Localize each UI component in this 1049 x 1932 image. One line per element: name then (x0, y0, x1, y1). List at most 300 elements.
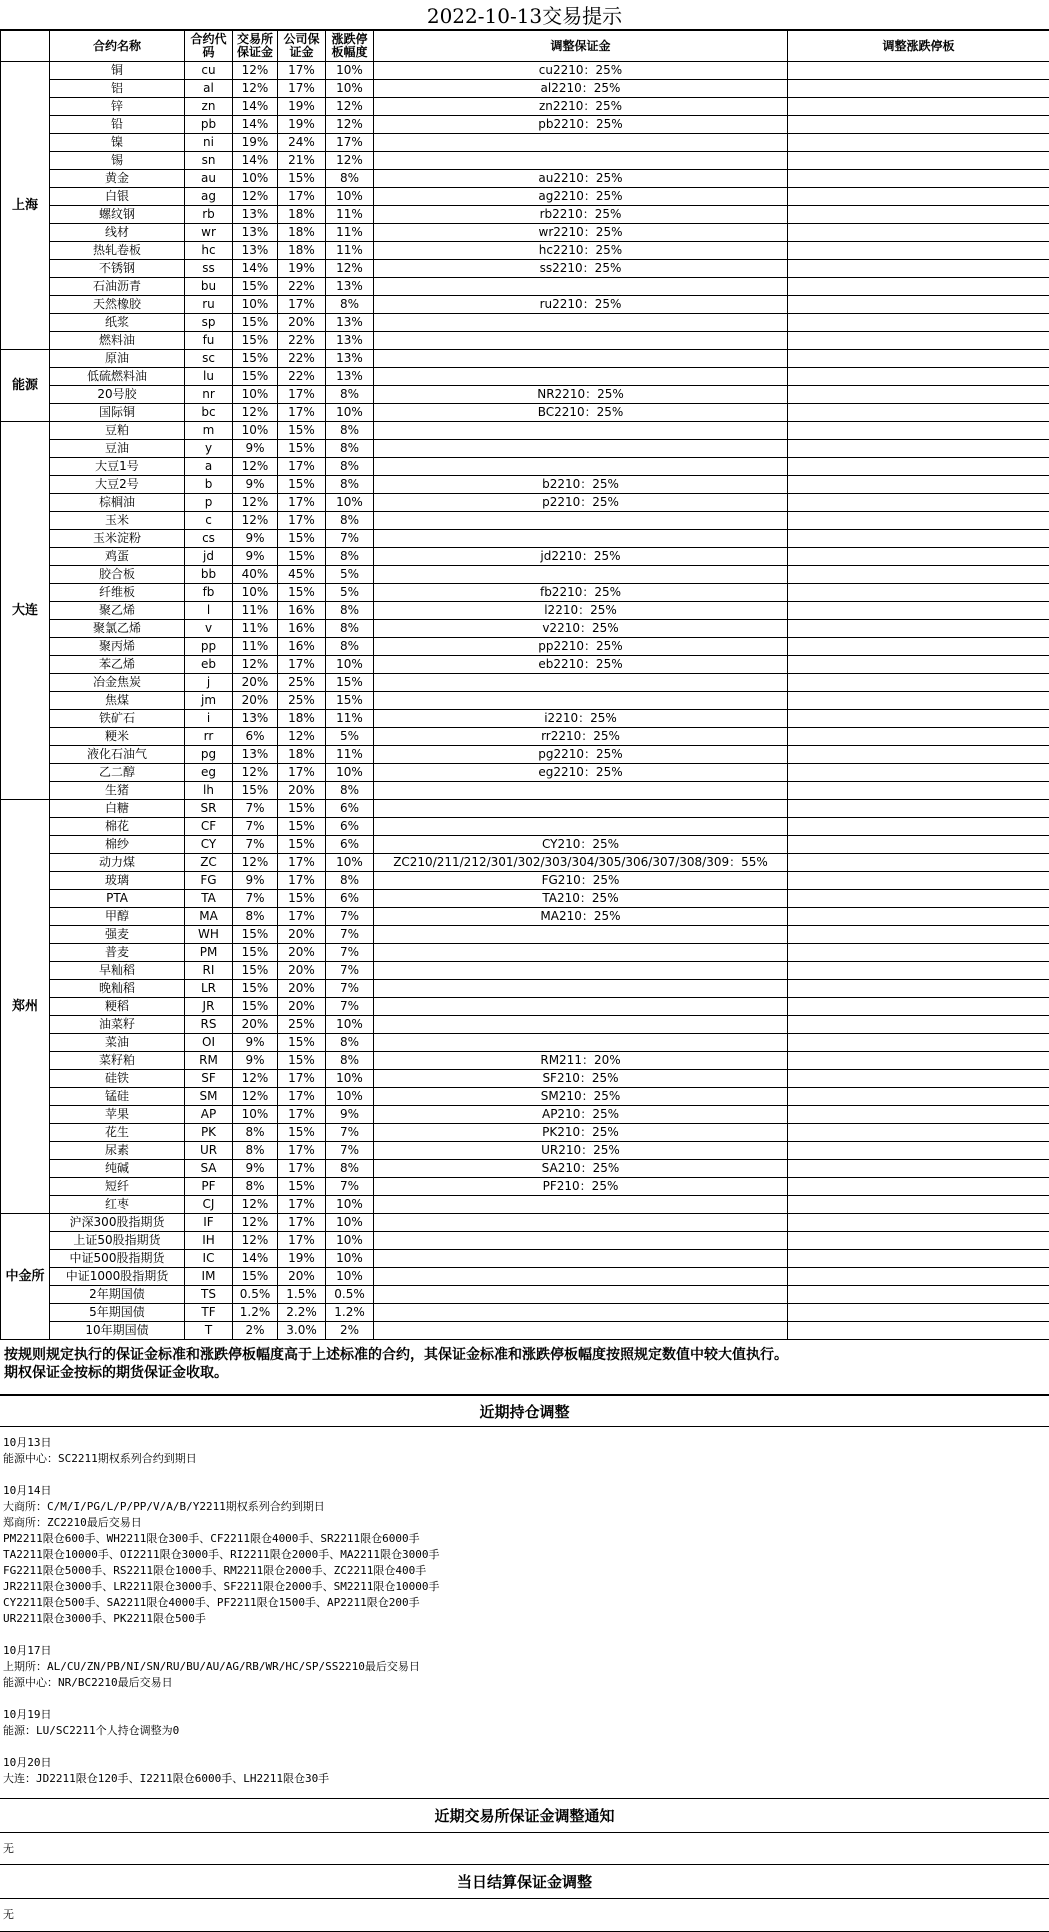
adjusted-margin-cell (374, 1250, 788, 1268)
limit-range-cell: 10% (326, 494, 374, 512)
limit-range-cell: 10% (326, 1016, 374, 1034)
adjusted-margin-cell (374, 926, 788, 944)
contract-name-cell: 焦煤 (50, 692, 185, 710)
limit-range-cell: 10% (326, 62, 374, 80)
limit-range-cell: 10% (326, 188, 374, 206)
adjusted-margin-cell: jd2210：25% (374, 548, 788, 566)
adjusted-margin-cell (374, 1268, 788, 1286)
contract-code-cell: TA (185, 890, 233, 908)
exchange-margin-cell: 12% (233, 62, 278, 80)
table-row (1, 1034, 1049, 1052)
limit-range-cell: 10% (326, 1214, 374, 1232)
company-margin-cell: 17% (278, 908, 326, 926)
adjusted-limit-cell (788, 620, 1049, 638)
company-margin-cell: 20% (278, 998, 326, 1016)
contract-code-cell: sn (185, 152, 233, 170)
contract-name-cell: 大豆2号 (50, 476, 185, 494)
exchange-margin-cell: 12% (233, 764, 278, 782)
adjusted-limit-cell (788, 1142, 1049, 1160)
limit-range-cell: 17% (326, 134, 374, 152)
contract-code-cell: AP (185, 1106, 233, 1124)
exchange-margin-cell: 15% (233, 926, 278, 944)
contract-name-cell: 燃料油 (50, 332, 185, 350)
limit-range-cell: 7% (326, 1142, 374, 1160)
adjusted-margin-cell: PF210：25% (374, 1178, 788, 1196)
company-margin-cell: 17% (278, 1214, 326, 1232)
limit-range-cell: 5% (326, 584, 374, 602)
contract-name-cell: 聚乙烯 (50, 602, 185, 620)
contract-code-cell: pg (185, 746, 233, 764)
adjusted-margin-cell: l2210：25% (374, 602, 788, 620)
limit-range-cell: 6% (326, 890, 374, 908)
contract-name-cell: 短纤 (50, 1178, 185, 1196)
limit-range-cell: 11% (326, 710, 374, 728)
note-line: 期权保证金按标的期货保证金收取。 (4, 1365, 228, 1381)
notice-line: UR2211限仓3000手、PK2211限仓500手 (3, 1612, 206, 1625)
table-row (1, 782, 1049, 800)
contract-code-cell: jm (185, 692, 233, 710)
contract-code-cell: rb (185, 206, 233, 224)
limit-range-cell: 7% (326, 926, 374, 944)
company-margin-cell: 24% (278, 134, 326, 152)
table-row (1, 368, 1049, 386)
limit-range-cell: 8% (326, 638, 374, 656)
contract-name-cell: 镍 (50, 134, 185, 152)
contract-name-cell: 苯乙烯 (50, 656, 185, 674)
exchange-margin-cell: 9% (233, 872, 278, 890)
adjusted-limit-cell (788, 602, 1049, 620)
paragraph-spacer (3, 1627, 1049, 1643)
adjusted-limit-cell (788, 656, 1049, 674)
table-row (1, 998, 1049, 1016)
table-row (1, 332, 1049, 350)
adjusted-limit-cell (788, 422, 1049, 440)
paragraph-spacer (3, 1739, 1049, 1755)
company-margin-cell: 25% (278, 692, 326, 710)
contract-name-cell: 螺纹钢 (50, 206, 185, 224)
exchange-margin-cell: 13% (233, 206, 278, 224)
table-row (1, 386, 1049, 404)
contract-name-cell: 胶合板 (50, 566, 185, 584)
contract-code-cell: au (185, 170, 233, 188)
limit-range-cell: 7% (326, 1178, 374, 1196)
adjusted-margin-cell: wr2210：25% (374, 224, 788, 242)
table-row (1, 404, 1049, 422)
exchange-margin-cell: 10% (233, 422, 278, 440)
company-margin-cell: 18% (278, 746, 326, 764)
column-header: 公司保证金 (278, 31, 326, 62)
adjusted-limit-cell (788, 1106, 1049, 1124)
adjusted-limit-cell (788, 638, 1049, 656)
company-margin-cell: 20% (278, 1268, 326, 1286)
adjusted-limit-cell (788, 278, 1049, 296)
contract-name-cell: 玉米 (50, 512, 185, 530)
adjusted-margin-cell: FG210：25% (374, 872, 788, 890)
adjusted-limit-cell (788, 800, 1049, 818)
company-margin-cell: 15% (278, 836, 326, 854)
column-header: 调整涨跌停板 (788, 31, 1049, 62)
contract-name-cell: 纯碱 (50, 1160, 185, 1178)
exchange-margin-cell: 12% (233, 1070, 278, 1088)
company-margin-cell: 19% (278, 260, 326, 278)
adjusted-margin-cell: cu2210：25% (374, 62, 788, 80)
contract-code-cell: jd (185, 548, 233, 566)
company-margin-cell: 1.5% (278, 1286, 326, 1304)
limit-range-cell: 8% (326, 1034, 374, 1052)
company-margin-cell: 20% (278, 962, 326, 980)
adjusted-margin-cell: SF210：25% (374, 1070, 788, 1088)
adjusted-margin-cell: au2210：25% (374, 170, 788, 188)
contract-name-cell: 晚籼稻 (50, 980, 185, 998)
adjusted-limit-cell (788, 1250, 1049, 1268)
contract-name-cell: 苹果 (50, 1106, 185, 1124)
table-row (1, 494, 1049, 512)
contract-name-cell: 热轧卷板 (50, 242, 185, 260)
table-row (1, 1304, 1049, 1322)
table-row (1, 224, 1049, 242)
contract-name-cell: 生猪 (50, 782, 185, 800)
company-margin-cell: 17% (278, 1088, 326, 1106)
contract-name-cell: 甲醇 (50, 908, 185, 926)
contract-code-cell: SR (185, 800, 233, 818)
paragraph-spacer (3, 1467, 1049, 1483)
contract-name-cell: 豆油 (50, 440, 185, 458)
company-margin-cell: 18% (278, 206, 326, 224)
contract-code-cell: ru (185, 296, 233, 314)
adjusted-margin-cell (374, 1016, 788, 1034)
table-row (1, 458, 1049, 476)
contract-code-cell: j (185, 674, 233, 692)
contract-code-cell: pp (185, 638, 233, 656)
adjusted-margin-cell: pp2210：25% (374, 638, 788, 656)
exchange-margin-cell: 12% (233, 1196, 278, 1214)
exchange-margin-cell: 12% (233, 458, 278, 476)
table-row (1, 656, 1049, 674)
adjusted-limit-cell (788, 512, 1049, 530)
adjusted-margin-cell (374, 818, 788, 836)
exchange-margin-cell: 7% (233, 890, 278, 908)
adjusted-margin-cell: pb2210：25% (374, 116, 788, 134)
limit-range-cell: 7% (326, 944, 374, 962)
exchange-margin-cell: 15% (233, 782, 278, 800)
contract-code-cell: LR (185, 980, 233, 998)
limit-range-cell: 12% (326, 152, 374, 170)
limit-range-cell: 15% (326, 692, 374, 710)
company-margin-cell: 17% (278, 656, 326, 674)
contract-name-cell: 粳稻 (50, 998, 185, 1016)
exchange-margin-cell: 9% (233, 476, 278, 494)
exchange-margin-cell: 15% (233, 998, 278, 1016)
limit-range-cell: 8% (326, 512, 374, 530)
exchange-margin-cell: 8% (233, 1142, 278, 1160)
contract-name-cell: 5年期国债 (50, 1304, 185, 1322)
company-margin-cell: 19% (278, 116, 326, 134)
contract-code-cell: fu (185, 332, 233, 350)
exchange-margin-cell: 6% (233, 728, 278, 746)
exchange-margin-cell: 13% (233, 710, 278, 728)
adjusted-margin-cell: ZC210/211/212/301/302/303/304/305/306/307/308/309：55% (374, 854, 788, 872)
contract-name-cell: 石油沥青 (50, 278, 185, 296)
company-margin-cell: 22% (278, 350, 326, 368)
table-row (1, 188, 1049, 206)
column-header: 合约代码 (185, 31, 233, 62)
table-row (1, 548, 1049, 566)
adjusted-margin-cell: NR2210：25% (374, 386, 788, 404)
date-line: 10月14日 (3, 1484, 52, 1497)
table-row (1, 764, 1049, 782)
adjusted-margin-cell (374, 512, 788, 530)
contract-name-cell: 铜 (50, 62, 185, 80)
exchange-margin-cell: 9% (233, 1052, 278, 1070)
contract-name-cell: 国际铜 (50, 404, 185, 422)
company-margin-cell: 18% (278, 242, 326, 260)
table-header-row (1, 31, 1049, 62)
notice-line: FG2211限仓5000手、RS2211限仓1000手、RM2211限仓2000手、ZC2211限仓400手 (3, 1564, 427, 1577)
adjusted-margin-cell (374, 278, 788, 296)
company-margin-cell: 22% (278, 368, 326, 386)
adjusted-limit-cell (788, 332, 1049, 350)
contract-code-cell: wr (185, 224, 233, 242)
company-margin-cell: 16% (278, 602, 326, 620)
adjusted-limit-cell (788, 188, 1049, 206)
table-row (1, 278, 1049, 296)
adjusted-limit-cell (788, 1214, 1049, 1232)
adjusted-limit-cell (788, 548, 1049, 566)
company-margin-cell: 17% (278, 386, 326, 404)
adjusted-limit-cell (788, 926, 1049, 944)
contract-code-cell: a (185, 458, 233, 476)
table-row (1, 962, 1049, 980)
limit-range-cell: 12% (326, 98, 374, 116)
contract-code-cell: bu (185, 278, 233, 296)
adjusted-limit-cell (788, 368, 1049, 386)
table-row (1, 206, 1049, 224)
contract-name-cell: 中证1000股指期货 (50, 1268, 185, 1286)
contract-name-cell: 聚丙烯 (50, 638, 185, 656)
company-margin-cell: 15% (278, 440, 326, 458)
adjusted-limit-cell (788, 818, 1049, 836)
adjusted-margin-cell: v2210：25% (374, 620, 788, 638)
adjusted-limit-cell (788, 782, 1049, 800)
exchange-margin-notice-heading: 近期交易所保证金调整通知 (0, 1799, 1049, 1833)
company-margin-cell: 17% (278, 854, 326, 872)
adjusted-limit-cell (788, 1232, 1049, 1250)
table-row (1, 62, 1049, 80)
contract-name-cell: 低硫燃料油 (50, 368, 185, 386)
contract-name-cell: 豆粕 (50, 422, 185, 440)
settlement-margin-body: 无 (0, 1899, 1049, 1932)
notice-line: PM2211限仓600手、WH2211限仓300手、CF2211限仓4000手、SR2211限仓6000手 (3, 1532, 420, 1545)
contract-name-cell: 聚氯乙烯 (50, 620, 185, 638)
adjusted-limit-cell (788, 296, 1049, 314)
table-row (1, 1106, 1049, 1124)
notice-line: CY2211限仓500手、SA2211限仓4000手、PF2211限仓1500手、AP2211限仓200手 (3, 1596, 420, 1609)
adjusted-limit-cell (788, 890, 1049, 908)
adjusted-margin-cell (374, 422, 788, 440)
adjusted-margin-cell (374, 1232, 788, 1250)
limit-range-cell: 6% (326, 836, 374, 854)
contract-name-cell: 花生 (50, 1124, 185, 1142)
adjusted-limit-cell (788, 62, 1049, 80)
adjusted-limit-cell (788, 1088, 1049, 1106)
table-row (1, 854, 1049, 872)
company-margin-cell: 20% (278, 926, 326, 944)
contract-name-cell: 菜籽粕 (50, 1052, 185, 1070)
table-row (1, 620, 1049, 638)
limit-range-cell: 10% (326, 1232, 374, 1250)
adjusted-limit-cell (788, 728, 1049, 746)
notice-line: TA2211限仓10000手、OI2211限仓3000手、RI2211限仓2000手、MA2211限仓3000手 (3, 1548, 440, 1561)
contract-name-cell: PTA (50, 890, 185, 908)
contract-code-cell: l (185, 602, 233, 620)
exchange-margin-cell: 9% (233, 530, 278, 548)
limit-range-cell: 10% (326, 656, 374, 674)
company-margin-cell: 17% (278, 188, 326, 206)
contract-code-cell: UR (185, 1142, 233, 1160)
contract-code-cell: PF (185, 1178, 233, 1196)
contract-code-cell: cu (185, 62, 233, 80)
adjusted-limit-cell (788, 1052, 1049, 1070)
adjusted-limit-cell (788, 908, 1049, 926)
limit-range-cell: 8% (326, 620, 374, 638)
table-row (1, 836, 1049, 854)
contract-code-cell: eb (185, 656, 233, 674)
contract-code-cell: cs (185, 530, 233, 548)
company-margin-cell: 17% (278, 296, 326, 314)
limit-range-cell: 10% (326, 1088, 374, 1106)
table-row (1, 926, 1049, 944)
table-row (1, 296, 1049, 314)
contract-name-cell: 线材 (50, 224, 185, 242)
exchange-margin-cell: 14% (233, 98, 278, 116)
exchange-cell: 上海 (1, 62, 50, 350)
limit-range-cell: 8% (326, 548, 374, 566)
contract-name-cell: 强麦 (50, 926, 185, 944)
limit-range-cell: 10% (326, 1196, 374, 1214)
rules-note (0, 1342, 1049, 1395)
contract-code-cell: JR (185, 998, 233, 1016)
contract-code-cell: i (185, 710, 233, 728)
table-row (1, 1124, 1049, 1142)
table-row (1, 152, 1049, 170)
adjusted-margin-cell (374, 962, 788, 980)
settlement-margin-heading: 当日结算保证金调整 (0, 1865, 1049, 1899)
adjusted-margin-cell: pg2210：25% (374, 746, 788, 764)
company-margin-cell: 15% (278, 1124, 326, 1142)
limit-range-cell: 8% (326, 440, 374, 458)
adjusted-limit-cell (788, 116, 1049, 134)
company-margin-cell: 22% (278, 278, 326, 296)
adjusted-limit-cell (788, 440, 1049, 458)
table-row (1, 890, 1049, 908)
date-line: 10月13日 (3, 1436, 52, 1449)
exchange-cell: 大连 (1, 422, 50, 800)
company-margin-cell: 17% (278, 764, 326, 782)
contract-code-cell: ss (185, 260, 233, 278)
adjusted-margin-cell (374, 440, 788, 458)
exchange-margin-cell: 40% (233, 566, 278, 584)
limit-range-cell: 5% (326, 728, 374, 746)
limit-range-cell: 8% (326, 476, 374, 494)
table-row (1, 584, 1049, 602)
contract-code-cell: T (185, 1322, 233, 1340)
company-margin-cell: 15% (278, 476, 326, 494)
company-margin-cell: 15% (278, 548, 326, 566)
adjusted-limit-cell (788, 206, 1049, 224)
exchange-margin-cell: 8% (233, 908, 278, 926)
contract-code-cell: sp (185, 314, 233, 332)
limit-range-cell: 12% (326, 260, 374, 278)
company-margin-cell: 15% (278, 800, 326, 818)
contract-name-cell: 棉纱 (50, 836, 185, 854)
limit-range-cell: 10% (326, 764, 374, 782)
table-row (1, 260, 1049, 278)
contract-name-cell: 油菜籽 (50, 1016, 185, 1034)
table-body (1, 62, 1049, 1340)
company-margin-cell: 12% (278, 728, 326, 746)
company-margin-cell: 25% (278, 674, 326, 692)
adjusted-margin-cell: i2210：25% (374, 710, 788, 728)
notice-line: 郑商所：ZC2210最后交易日 (3, 1516, 142, 1529)
limit-range-cell: 10% (326, 1250, 374, 1268)
limit-range-cell: 11% (326, 224, 374, 242)
limit-range-cell: 13% (326, 332, 374, 350)
table-row (1, 800, 1049, 818)
exchange-margin-cell: 13% (233, 242, 278, 260)
table-row (1, 116, 1049, 134)
table-row (1, 1286, 1049, 1304)
limit-range-cell: 8% (326, 458, 374, 476)
contract-name-cell: 天然橡胶 (50, 296, 185, 314)
limit-range-cell: 8% (326, 170, 374, 188)
adjusted-margin-cell (374, 800, 788, 818)
contract-code-cell: MA (185, 908, 233, 926)
contract-code-cell: pb (185, 116, 233, 134)
company-margin-cell: 17% (278, 512, 326, 530)
contract-code-cell: v (185, 620, 233, 638)
notice-line: 能源中心：NR/BC2210最后交易日 (3, 1676, 173, 1689)
table-row (1, 1214, 1049, 1232)
contract-name-cell: 鸡蛋 (50, 548, 185, 566)
table-row (1, 242, 1049, 260)
exchange-margin-cell: 7% (233, 818, 278, 836)
table-row (1, 314, 1049, 332)
contract-name-cell: 菜油 (50, 1034, 185, 1052)
contract-code-cell: TS (185, 1286, 233, 1304)
contract-code-cell: RI (185, 962, 233, 980)
adjusted-limit-cell (788, 260, 1049, 278)
notice-line: 能源：LU/SC2211个人持仓调整为0 (3, 1724, 180, 1737)
contract-name-cell: 白银 (50, 188, 185, 206)
table-row (1, 710, 1049, 728)
adjusted-limit-cell (788, 80, 1049, 98)
contract-code-cell: ag (185, 188, 233, 206)
adjusted-limit-cell (788, 746, 1049, 764)
limit-range-cell: 7% (326, 530, 374, 548)
company-margin-cell: 17% (278, 1160, 326, 1178)
company-margin-cell: 25% (278, 1016, 326, 1034)
table-row (1, 638, 1049, 656)
adjusted-limit-cell (788, 476, 1049, 494)
table-row (1, 872, 1049, 890)
contract-name-cell: 原油 (50, 350, 185, 368)
adjusted-margin-cell (374, 1034, 788, 1052)
exchange-margin-cell: 8% (233, 1178, 278, 1196)
company-margin-cell: 15% (278, 1052, 326, 1070)
adjusted-limit-cell (788, 1286, 1049, 1304)
adjusted-limit-cell (788, 1124, 1049, 1142)
limit-range-cell: 10% (326, 854, 374, 872)
